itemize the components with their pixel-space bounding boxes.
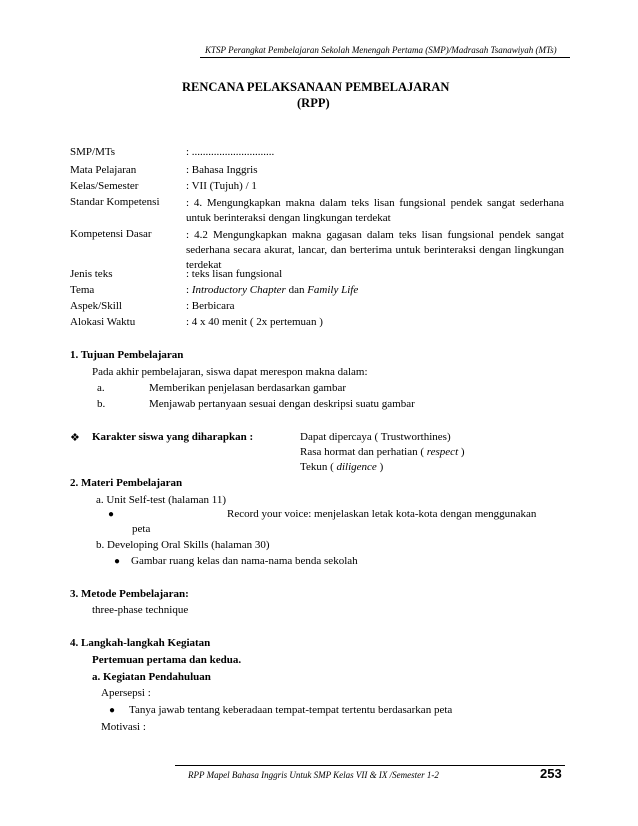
- kegiatan-pendahuluan-heading: a. Kegiatan Pendahuluan: [92, 671, 211, 683]
- karakter-line-3: Tekun ( diligence ): [300, 461, 384, 473]
- smp-value: : ..............................: [186, 146, 275, 158]
- tujuan-a-marker: a.: [97, 382, 105, 394]
- tujuan-b-text: Menjawab pertanyaan sesuai dengan deskripsi suatu gambar: [149, 398, 415, 410]
- aspek-label: Aspek/Skill: [70, 300, 122, 312]
- karakter-line-2: Rasa hormat dan perhatian ( respect ): [300, 446, 465, 458]
- pertemuan-label: Pertemuan pertama dan kedua.: [92, 654, 242, 666]
- sk-value: : 4. Mengungkapkan makna dalam teks lisan fungsional pendek sangat sederhana untuk berinteraksi dengan lingkungan terdekat: [186, 197, 564, 224]
- bullet-dot-icon: ●: [108, 509, 115, 520]
- jenis-label: Jenis teks: [70, 268, 113, 280]
- aspek-value: : Berbicara: [186, 300, 235, 312]
- footer-rule: [175, 765, 565, 766]
- jenis-value: : teks lisan fungsional: [186, 268, 283, 280]
- tujuan-intro: Pada akhir pembelajaran, siswa dapat merespon makna dalam:: [92, 366, 368, 378]
- tema-label: Tema: [70, 284, 95, 296]
- karakter-heading: Karakter siswa yang diharapkan :: [92, 431, 254, 443]
- tujuan-heading: 1. Tujuan Pembelajaran: [70, 349, 184, 361]
- apersepsi-label: Apersepsi :: [101, 687, 151, 699]
- footer-text: RPP Mapel Bahasa Inggris Untuk SMP Kelas VII & IX /Semester 1-2: [188, 770, 439, 780]
- mapel-value: : Bahasa Inggris: [186, 164, 258, 176]
- materi-a-bullet-cont: peta: [132, 523, 151, 535]
- kelas-label: Kelas/Semester: [70, 180, 139, 192]
- page-number: 253: [540, 766, 562, 781]
- materi-heading: 2. Materi Pembelajaran: [70, 477, 183, 489]
- materi-item-b: b. Developing Oral Skills (halaman 30): [96, 539, 270, 551]
- alokasi-value: : 4 x 40 menit ( 2x pertemuan ): [186, 316, 323, 328]
- materi-a-bullet-text: Record your voice: menjelaskan letak kota-kota dengan menggunakan: [227, 508, 537, 520]
- apersepsi-bullet-text: Tanya jawab tentang keberadaan tempat-tempat tertentu berdasarkan peta: [129, 704, 453, 716]
- diamond-bullet-icon: ❖: [70, 432, 80, 444]
- metode-value: three-phase technique: [92, 604, 189, 616]
- materi-item-a: a. Unit Self-test (halaman 11): [96, 494, 227, 506]
- tujuan-b-marker: b.: [97, 398, 106, 410]
- smp-label: SMP/MTs: [70, 146, 116, 158]
- tujuan-a-text: Memberikan penjelasan berdasarkan gambar: [149, 382, 346, 394]
- materi-b-bullet-text: Gambar ruang kelas dan nama-nama benda sekolah: [131, 555, 358, 567]
- page-title: RENCANA PELAKSANAAN PEMBELAJARAN: [182, 80, 450, 94]
- bullet-dot-icon: ●: [114, 556, 121, 567]
- kd-label: Kompetensi Dasar: [70, 228, 152, 240]
- header-rule: [200, 57, 570, 58]
- running-header: KTSP Perangkat Pembelajaran Sekolah Menengah Pertama (SMP)/Madrasah Tsanawiyah (MTs): [205, 45, 557, 55]
- alokasi-label: Alokasi Waktu: [70, 316, 136, 328]
- motivasi-label: Motivasi :: [101, 721, 146, 733]
- page-subtitle: (RPP): [297, 96, 330, 110]
- tema-value: : Introductory Chapter dan Family Life: [186, 284, 359, 296]
- langkah-heading: 4. Langkah-langkah Kegiatan: [70, 637, 211, 649]
- sk-label: Standar Kompetensi: [70, 196, 160, 208]
- bullet-dot-icon: ●: [109, 705, 116, 716]
- kd-value: : 4.2 Mengungkapkan makna gagasan dalam teks lisan fungsional pendek sangat sederhana secara akurat, lancar, dan berterima untuk berinteraksi dengan lingkungan terdekat: [186, 229, 564, 271]
- kelas-value: : VII (Tujuh) / 1: [186, 180, 257, 192]
- metode-heading: 3. Metode Pembelajaran:: [70, 588, 189, 600]
- mapel-label: Mata Pelajaran: [70, 164, 137, 176]
- karakter-line-1: Dapat dipercaya ( Trustworthines): [300, 431, 451, 443]
